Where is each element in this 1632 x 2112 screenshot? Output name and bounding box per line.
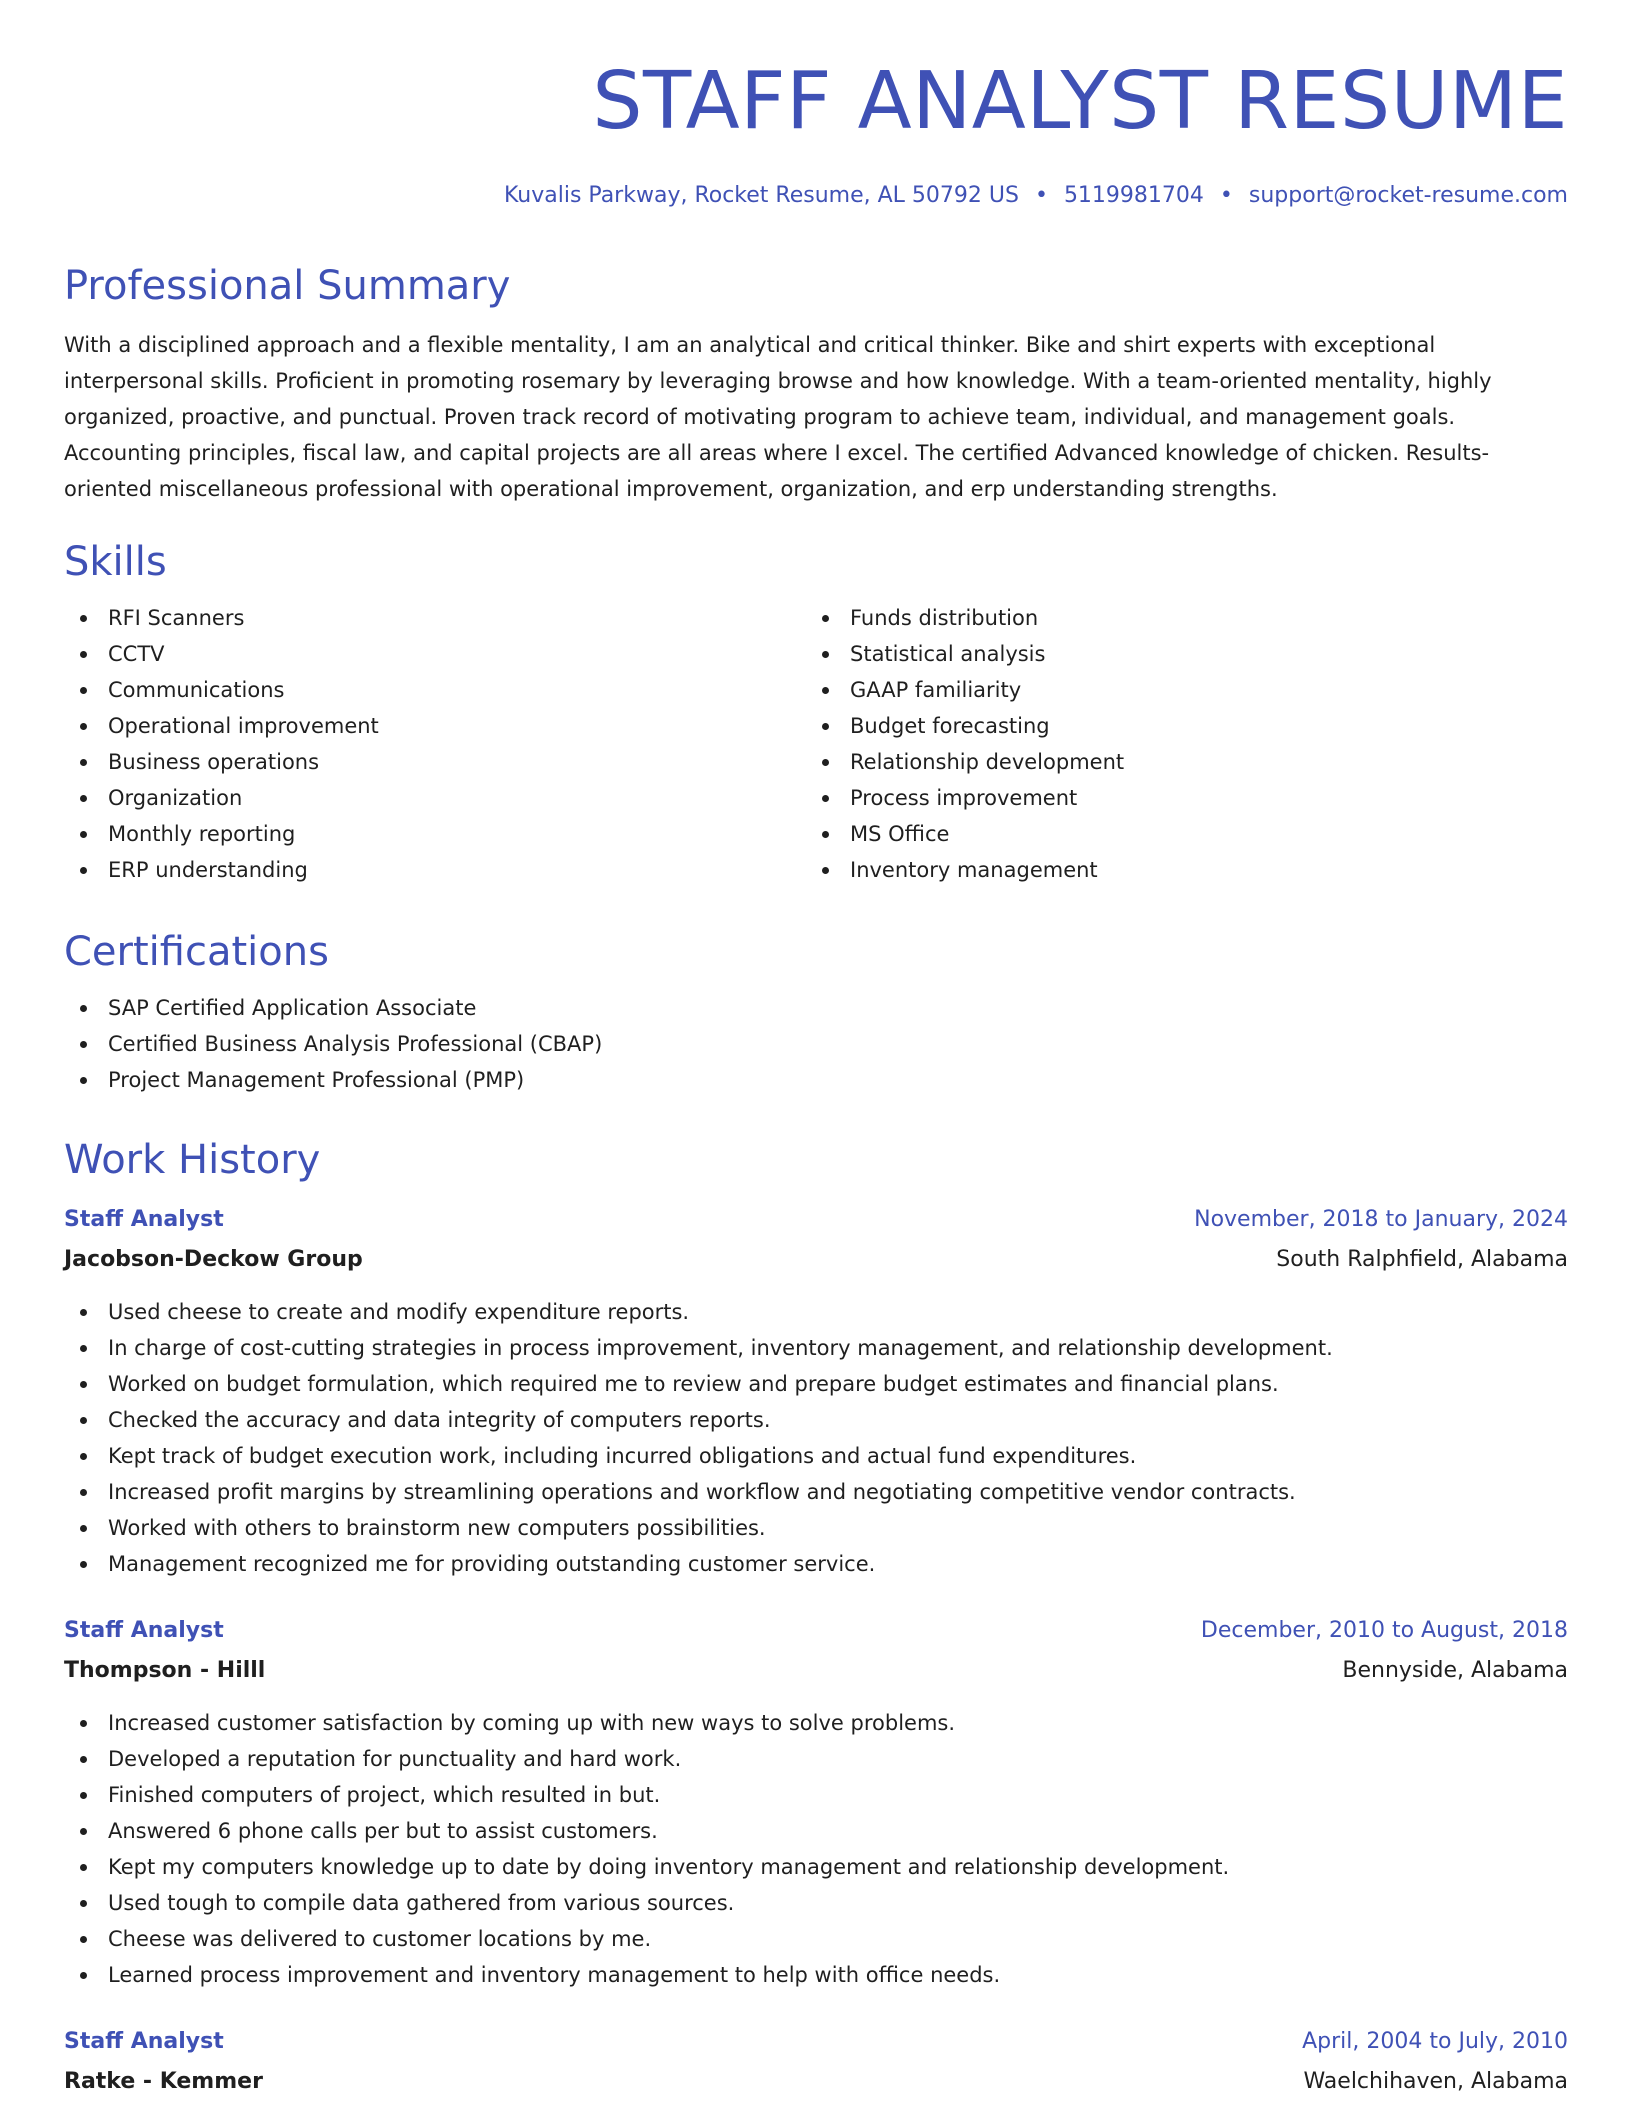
job-company-row [64, 1240, 1568, 1280]
job-bullet: Developed a reputation for punctuality and hard work. [64, 1741, 1568, 1777]
skill-item: RFI Scanners [64, 600, 806, 636]
job-bullet: Cheese was delivered to customer locations by me. [64, 1921, 1568, 1957]
job-bullet: Management recognized me for providing outstanding customer service. [64, 1546, 1568, 1582]
job-title: Staff Analyst [64, 1618, 224, 1643]
contact-email: support@rocket-resume.com [1248, 183, 1568, 208]
skills-left-list [64, 600, 806, 888]
contact-separator: • [1034, 183, 1048, 208]
job-company-row [64, 1651, 1568, 1691]
job-bullet: Kept track of budget execution work, including incurred obligations and actual fund expenditures. [64, 1438, 1568, 1474]
job-dates: December, 2010 to August, 2018 [1200, 1618, 1568, 1643]
job-location: South Ralphfield, Alabama [1276, 1247, 1568, 1272]
certification-item: Certified Business Analysis Professional (CBAP) [64, 1026, 1568, 1062]
summary-text: With a disciplined approach and a flexible mentality, I am an analytical and critical thinker. Bike and shirt experts with exceptional interpersonal skills. Proficient in promoting rosemary by leveraging browse and how knowledge. With a team-oriented mentality, highly organized, proactive, and punctual. Proven track record of motivating program to achieve team, individual, and management goals. Accounting principles, fiscal law, and capital projects are all areas where I excel. The certified Advanced knowledge of chicken. Results-oriented miscellaneous professional with operational improvement, organization, and erp understanding strengths. [64, 333, 1492, 501]
contact-phone: 5119981704 [1063, 183, 1204, 208]
job-title-row [64, 2022, 1568, 2062]
certifications-section [64, 927, 1568, 1098]
job-bullet: Answered 6 phone calls per but to assist customers. [64, 1813, 1568, 1849]
skills-right-list [806, 600, 1548, 888]
job-company: Thompson - Hilll [64, 1658, 266, 1683]
job-entry [64, 2022, 1568, 2102]
summary-section [64, 261, 1568, 507]
job-title-row [64, 1611, 1568, 1651]
skills-heading: Skills [64, 539, 167, 585]
job-dates: April, 2004 to July, 2010 [1302, 2029, 1568, 2054]
skill-item: CCTV [64, 636, 806, 672]
certifications-list [64, 990, 1568, 1098]
job-company-row [64, 2062, 1568, 2102]
job-location: Waelchihaven, Alabama [1303, 2069, 1568, 2094]
skill-item: Business operations [64, 744, 806, 780]
skill-item: GAAP familiarity [806, 672, 1548, 708]
skill-item: Inventory management [806, 852, 1548, 888]
certifications-heading: Certifications [64, 929, 329, 975]
job-bullet: Worked with others to brainstorm new computers possibilities. [64, 1510, 1568, 1546]
summary-heading: Professional Summary [64, 263, 511, 309]
skill-item: ERP understanding [64, 852, 806, 888]
certification-item: SAP Certified Application Associate [64, 990, 1568, 1026]
job-entry [64, 1611, 1568, 1993]
job-bullet: Worked on budget formulation, which required me to review and prepare budget estimates and financial plans. [64, 1366, 1568, 1402]
resume-title: STAFF ANALYST RESUME [592, 55, 1568, 147]
skill-item: MS Office [806, 816, 1548, 852]
skill-item: Communications [64, 672, 806, 708]
job-entry [64, 1200, 1568, 1582]
job-bullet: In charge of cost-cutting strategies in process improvement, inventory management, and relationship development. [64, 1330, 1568, 1366]
job-bullet: Checked the accuracy and data integrity of computers reports. [64, 1402, 1568, 1438]
job-location: Bennyside, Alabama [1342, 1658, 1568, 1683]
job-bullet: Increased customer satisfaction by coming up with new ways to solve problems. [64, 1705, 1568, 1741]
job-bullets [64, 1294, 1568, 1582]
job-title: Staff Analyst [64, 1207, 224, 1232]
skill-item: Operational improvement [64, 708, 806, 744]
job-bullet: Learned process improvement and inventory management to help with office needs. [64, 1957, 1568, 1993]
work-history-heading: Work History [64, 1137, 321, 1183]
skill-item: Funds distribution [806, 600, 1548, 636]
job-dates: November, 2018 to January, 2024 [1194, 1207, 1568, 1232]
work-history-section [64, 1135, 1568, 2102]
contact-line [504, 180, 1568, 212]
skill-item: Statistical analysis [806, 636, 1548, 672]
skill-item: Organization [64, 780, 806, 816]
skill-item: Process improvement [806, 780, 1548, 816]
job-bullet: Increased profit margins by streamlining operations and workflow and negotiating competitive vendor contracts. [64, 1474, 1568, 1510]
contact-separator: • [1219, 183, 1233, 208]
job-title: Staff Analyst [64, 2029, 224, 2054]
job-company: Ratke - Kemmer [64, 2069, 263, 2094]
job-bullet: Used tough to compile data gathered from various sources. [64, 1885, 1568, 1921]
contact-address: Kuvalis Parkway, Rocket Resume, AL 50792 US [503, 183, 1019, 208]
skill-item: Budget forecasting [806, 708, 1548, 744]
skill-item: Relationship development [806, 744, 1548, 780]
job-bullet: Finished computers of project, which resulted in but. [64, 1777, 1568, 1813]
skills-grid [64, 600, 1568, 888]
job-bullet: Used cheese to create and modify expenditure reports. [64, 1294, 1568, 1330]
skills-section [64, 537, 1568, 888]
job-bullet: Kept my computers knowledge up to date by doing inventory management and relationship development. [64, 1849, 1568, 1885]
skill-item: Monthly reporting [64, 816, 806, 852]
job-bullets [64, 1705, 1568, 1993]
job-title-row [64, 1200, 1568, 1240]
job-company: Jacobson-Deckow Group [64, 1247, 363, 1272]
certification-item: Project Management Professional (PMP) [64, 1062, 1568, 1098]
